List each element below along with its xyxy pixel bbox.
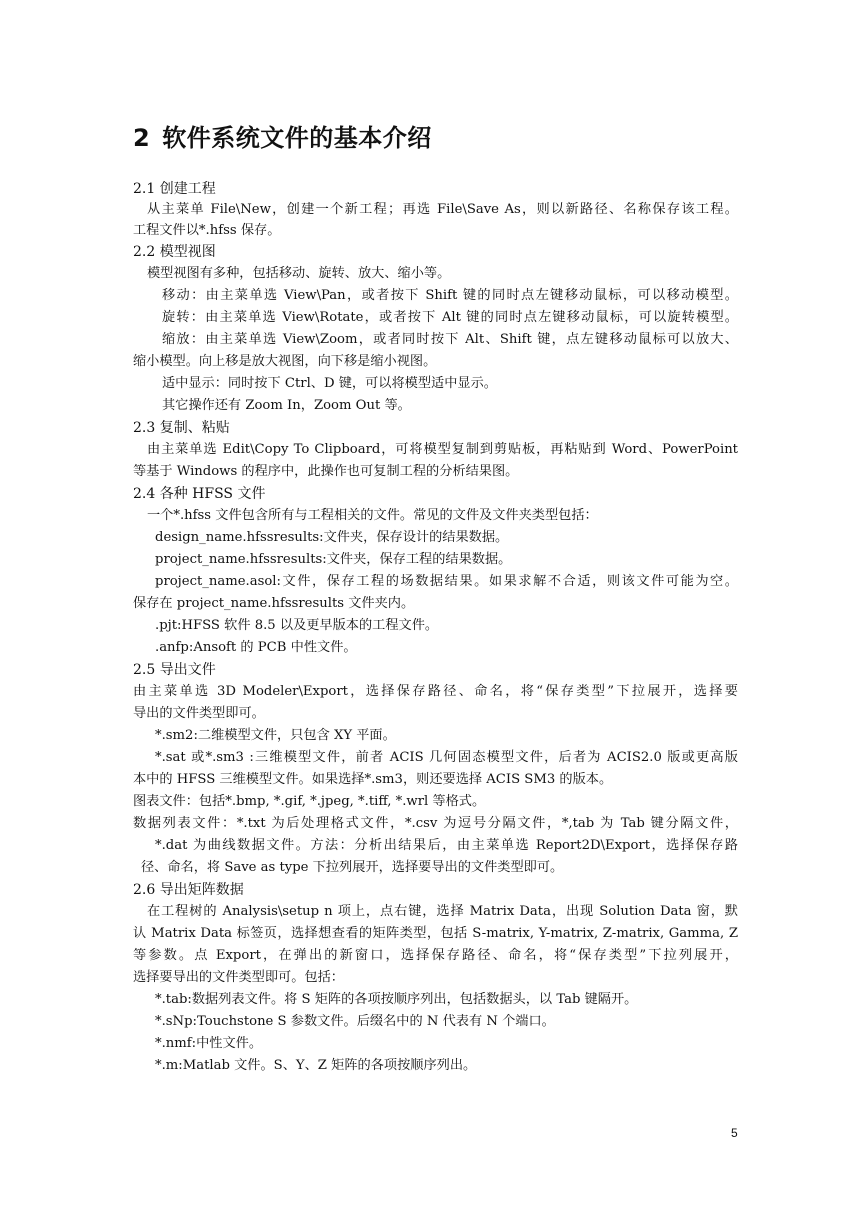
text-line: *.sNp:Touchstone S 参数文件。后缀名中的 N 代表有 N 个端口。: [155, 1014, 555, 1029]
text-line: 一个*.hfss 文件包含所有与工程相关的文件。常见的文件及文件夹类型包括：: [147, 508, 598, 523]
chapter-number: 2: [133, 124, 151, 152]
text-line: 由主菜单选 3D Modeler\Export，选择保存路径、命名，将“保存类型”下拉展开，选择要: [133, 684, 738, 699]
text-line: 本中的 HFSS 三维模型文件。如果选择*.sm3，则还要选择 ACIS SM3 的版本。: [133, 772, 613, 787]
text-line: *.tab:数据列表文件。将 S 矩阵的各项按顺序列出，包括数据头，以 Tab 键隔开。: [155, 992, 638, 1007]
text-line: 适中显示：同时按下 Ctrl、D 键，可以将模型适中显示。: [162, 376, 497, 391]
text-line: 缩放：由主菜单选 View\Zoom，或者同时按下 Alt、Shift 键，点左键移动鼠标可以放大、: [162, 332, 738, 347]
section-heading: 2.3 复制、粘贴: [133, 420, 230, 436]
text-line: 在工程树的 Analysis\setup n 项上，点右键，选择 Matrix Data，出现 Solution Data 窗，默: [147, 904, 738, 919]
text-line: 等参数。点 Export，在弹出的新窗口，选择保存路径、命名，将“保存类型”下拉列展开，: [133, 948, 738, 963]
text-line: 缩小模型。向上移是放大视图，向下移是缩小视图。: [133, 354, 437, 369]
page-number: 5: [731, 1126, 738, 1140]
text-line: 移动：由主菜单选 View\Pan，或者按下 Shift 键的同时点左键移动鼠标，可以移动模型。: [162, 288, 738, 303]
text-line: *.nmf:中性文件。: [155, 1036, 263, 1051]
section-heading: 2.1 创建工程: [133, 181, 216, 197]
section-heading: 2.5 导出文件: [133, 662, 216, 678]
text-line: 导出的文件类型即可。: [133, 706, 265, 721]
text-line: 旋转：由主菜单选 View\Rotate，或者按下 Alt 键的同时点左键移动鼠标，可以旋转模型。: [162, 310, 738, 325]
text-line: *.dat 为曲线数据文件。方法：分析出结果后，由主菜单选 Report2D\Export，选择保存路: [155, 838, 738, 853]
text-line: 从主菜单 File\New，创建一个新工程；再选 File\Save As，则以新路径、名称保存该工程。: [147, 202, 738, 217]
text-line: design_name.hfssresults:文件夹，保存设计的结果数据。: [155, 530, 509, 545]
text-line: 保存在 project_name.hfssresults 文件夹内。: [133, 596, 415, 611]
text-line: project_name.asol:文件，保存工程的场数据结果。如果求解不合适，则该文件可能为空。: [155, 574, 738, 589]
chapter-title: [133, 118, 432, 153]
text-line: 数据列表文件：*.txt 为后处理格式文件，*.csv 为逗号分隔文件，*,tab 为 Tab 键分隔文件，: [133, 816, 738, 831]
text-line: project_name.hfssresults:文件夹，保存工程的结果数据。: [155, 552, 512, 567]
text-line: .pjt:HFSS 软件 8.5 以及更早版本的工程文件。: [155, 618, 439, 633]
text-line: 工程文件以*.hfss 保存。: [133, 223, 281, 238]
text-line: 图表文件：包括*.bmp, *.gif, *.jpeg, *.tiff, *.wrl 等格式。: [133, 794, 486, 809]
section-heading: 2.6 导出矩阵数据: [133, 882, 244, 898]
chapter-title-text: 软件系统文件的基本介绍: [162, 124, 432, 152]
text-line: *.m:Matlab 文件。S、Y、Z 矩阵的各项按顺序列出。: [155, 1058, 477, 1073]
text-line: *.sat 或*.sm3 :三维模型文件，前者 ACIS 几何固态模型文件，后者为 ACIS2.0 版或更高版: [155, 750, 738, 765]
section-heading: 2.4 各种 HFSS 文件: [133, 486, 266, 502]
text-line: 选择要导出的文件类型即可。包括：: [133, 970, 344, 985]
text-line: 认 Matrix Data 标签页，选择想查看的矩阵类型，包括 S-matrix, Y-matrix, Z-matrix, Gamma, Z: [133, 926, 738, 941]
text-line: *.sm2:二维模型文件，只包含 XY 平面。: [155, 728, 396, 743]
text-line: 等基于 Windows 的程序中，此操作也可复制工程的分析结果图。: [133, 464, 519, 479]
section-heading: 2.2 模型视图: [133, 244, 216, 260]
text-line: 其它操作还有 Zoom In，Zoom Out 等。: [162, 398, 411, 413]
text-line: .anfp:Ansoft 的 PCB 中性文件。: [155, 640, 357, 655]
text-line: 径、命名，将 Save as type 下拉列展开，选择要导出的文件类型即可。: [141, 860, 564, 875]
text-line: 由主菜单选 Edit\Copy To Clipboard，可将模型复制到剪贴板，再粘贴到 Word、PowerPoint: [147, 442, 738, 457]
text-line: 模型视图有多种，包括移动、旋转、放大、缩小等。: [147, 266, 451, 281]
